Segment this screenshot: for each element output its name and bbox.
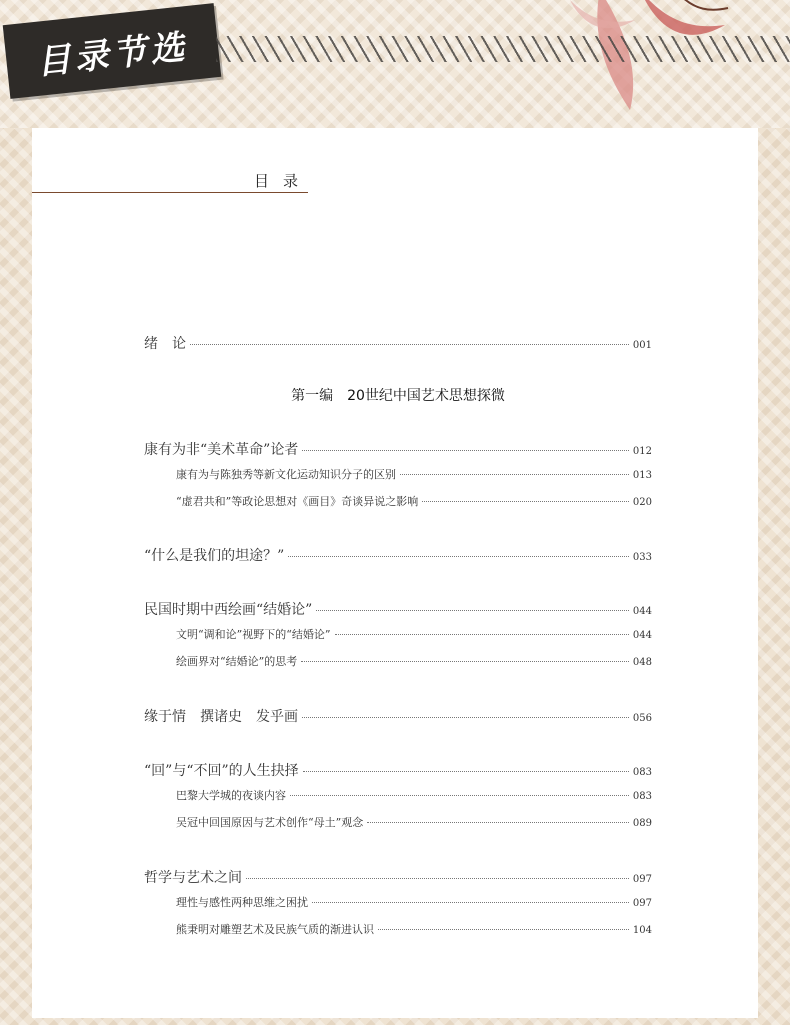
toc-entry-page: 083 xyxy=(632,767,652,778)
dot-leader xyxy=(302,717,629,718)
hatch-stripe-decoration xyxy=(216,36,790,62)
heading-divider xyxy=(32,192,308,193)
toc-entry xyxy=(144,599,652,619)
toc-entry-title: 巴黎大学城的夜谈内容 xyxy=(176,789,286,802)
toc-entry xyxy=(144,706,652,726)
badge-label: 目录节选 xyxy=(34,26,191,83)
dot-leader xyxy=(422,501,629,502)
dot-leader xyxy=(316,610,629,611)
toc-entry-page: 020 xyxy=(632,497,652,508)
toc-entry-page: 104 xyxy=(632,925,652,936)
toc-entry-title: 绪 论 xyxy=(144,336,186,352)
toc-entry xyxy=(144,545,652,565)
toc-entry-page: 012 xyxy=(632,446,652,457)
toc-entry-title: 民国时期中西绘画“结婚论” xyxy=(144,602,313,618)
toc-entry-page: 083 xyxy=(632,791,652,802)
toc-entry xyxy=(144,439,652,459)
page-heading: 目录 xyxy=(254,172,313,190)
dot-leader xyxy=(378,929,629,930)
part-title: 第一编 20世纪中国艺术思想探微 xyxy=(291,388,505,404)
toc-entry-page: 089 xyxy=(632,818,652,829)
toc-entry-title: 康有为与陈独秀等新文化运动知识分子的区别 xyxy=(176,468,396,481)
toc-entry-page: 056 xyxy=(632,713,652,724)
dot-leader xyxy=(312,902,629,903)
dot-leader xyxy=(288,556,629,557)
toc-subentry xyxy=(144,466,652,482)
toc-entry-intro xyxy=(144,333,652,353)
dot-leader xyxy=(367,822,629,823)
toc-subentry xyxy=(144,626,652,642)
toc-entry-page: 013 xyxy=(632,470,652,481)
toc-entry-title: 康有为非“美术革命”论者 xyxy=(144,442,299,458)
toc-entry-title: 绘画界对“结婚论”的思考 xyxy=(176,655,298,668)
toc-entry-title: 文明“调和论”视野下的“结婚论” xyxy=(176,628,331,641)
toc-subentry xyxy=(144,653,652,669)
dot-leader xyxy=(400,474,629,475)
toc-entry xyxy=(144,867,652,887)
toc-entry-title: 吴冠中回国原因与艺术创作“母土”观念 xyxy=(176,816,364,829)
dot-leader xyxy=(303,771,629,772)
toc-entry-page: 097 xyxy=(632,898,652,909)
toc-entry xyxy=(144,760,652,780)
dot-leader xyxy=(290,795,629,796)
toc-entry-title: 理性与感性两种思维之困扰 xyxy=(176,896,308,909)
toc-entry-page: 033 xyxy=(632,552,652,563)
toc-entry-page: 044 xyxy=(632,606,652,617)
toc-entry-title: 哲学与艺术之间 xyxy=(144,870,242,886)
toc-entry-page: 048 xyxy=(632,657,652,668)
dot-leader xyxy=(302,450,629,451)
toc-page xyxy=(32,128,758,1018)
toc-entry-title: “虚君共和”等政论思想对《画目》奇谈异说之影响 xyxy=(176,495,419,508)
toc-entry-page: 097 xyxy=(632,874,652,885)
toc-subentry xyxy=(144,894,652,910)
dot-leader xyxy=(335,634,629,635)
toc-entry-title: 缘于情 撰诸史 发乎画 xyxy=(144,709,298,725)
dot-leader xyxy=(246,878,629,879)
toc-entry-title: “回”与“不回”的人生抉择 xyxy=(144,763,299,779)
toc-subentry xyxy=(144,493,652,509)
toc-subentry xyxy=(144,921,652,937)
toc-entry-title: “什么是我们的坦途？” xyxy=(144,548,285,564)
dot-leader xyxy=(190,344,629,345)
dot-leader xyxy=(301,661,629,662)
toc-entry-page: 001 xyxy=(632,340,652,351)
toc-subentry xyxy=(144,814,652,830)
toc-entry-page: 044 xyxy=(632,630,652,641)
toc-subentry xyxy=(144,787,652,803)
toc-entry-title: 熊秉明对雕塑艺术及民族气质的渐进认识 xyxy=(176,923,374,936)
